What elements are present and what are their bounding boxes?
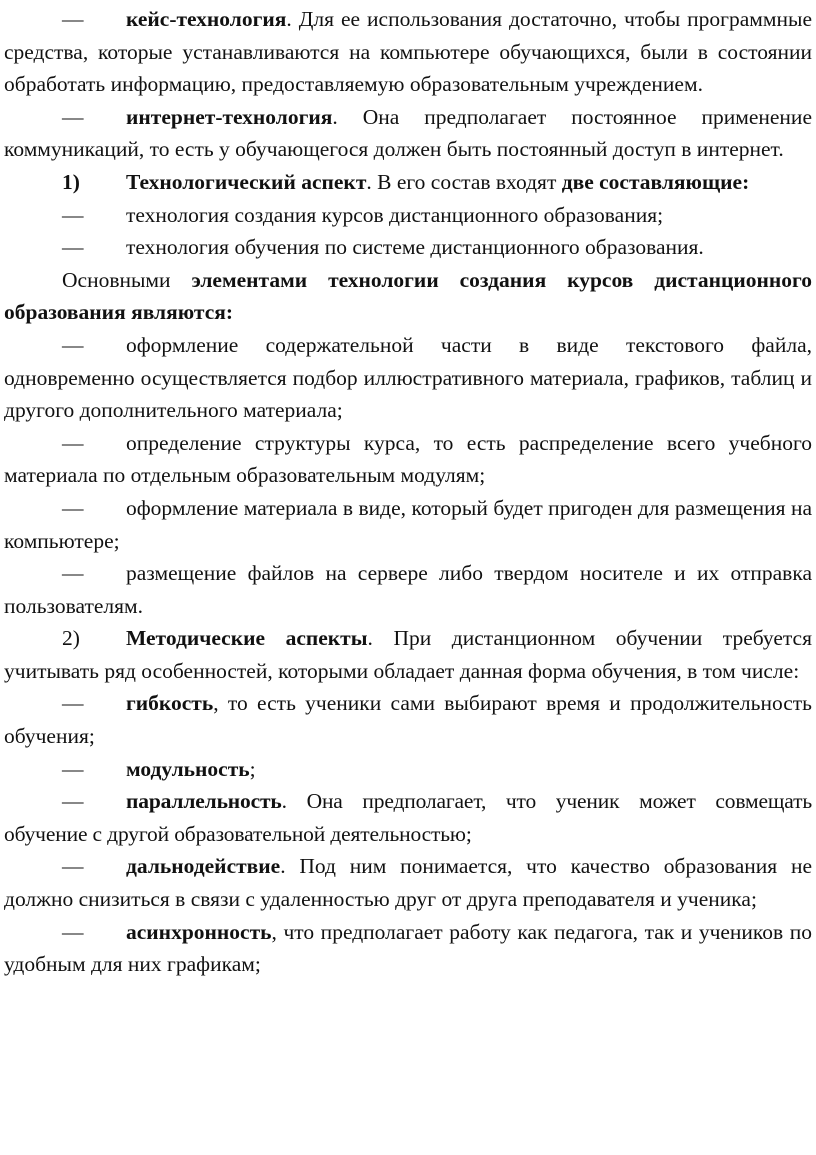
dash-marker: — (62, 235, 84, 260)
heading-technological-aspect: Технологический аспект (126, 169, 367, 194)
paragraph-text: , что предполагает работу как педагога, так и учеников по удобным для них графикам; (4, 919, 812, 977)
paragraph-text: оформление содержательной части в виде текстового файла, одновременно осуществляется подбор иллюстративного материала, графиков, таблиц и другого дополнительного материала; (4, 332, 812, 423)
dash-marker: — (62, 789, 84, 814)
paragraph-methodical-aspects (4, 622, 812, 687)
dash-marker: — (62, 430, 84, 455)
list-number: 2) (62, 626, 80, 651)
term-modularity: модульность (126, 756, 250, 781)
paragraph-technological-aspect (4, 166, 812, 199)
list-number: 1) (62, 169, 80, 194)
paragraph-text: . Под ним понимается, что качество образования не должно снизиться в связи с удаленностью друг от друга преподавателя и ученика; (4, 854, 812, 912)
paragraph-text: . Она предполагает постоянное применение коммуникаций, то есть у обучающегося должен быть постоянный доступ в интернет. (4, 104, 812, 162)
term-case-technology: кейс-технология (126, 7, 287, 31)
dash-marker: — (62, 691, 84, 716)
term-internet-technology: интернет-технология (126, 104, 333, 129)
paragraph-text: технология создания курсов дистанционного образования; (126, 202, 664, 227)
list-item-content-design (4, 329, 812, 427)
dash-marker: — (62, 7, 84, 31)
dash-marker: — (62, 495, 84, 520)
paragraph-text: . При дистанционном обучении требуется учитывать ряд особенностей, которыми обладает данная форма обучения, в том числе: (4, 626, 812, 683)
paragraph-text: . В его состав входят (366, 169, 562, 194)
dash-marker: — (62, 202, 84, 227)
list-item-parallelism (4, 785, 812, 850)
term-parallelism: параллельность (126, 789, 282, 814)
list-item-file-placement (4, 557, 812, 622)
term-long-range: дальнодействие (126, 854, 281, 879)
term-asynchrony: асинхронность (126, 919, 272, 944)
paragraph-internet-technology (4, 101, 812, 166)
paragraph-case-technology (4, 3, 812, 101)
paragraph-text: Основными (62, 267, 192, 292)
term-two-components: две составляющие: (561, 169, 750, 194)
paragraph-text: ; (249, 756, 256, 781)
list-item-material-design (4, 492, 812, 557)
dash-marker: — (62, 854, 84, 879)
list-item-flexibility (4, 687, 812, 752)
list-item-asynchrony (4, 916, 812, 981)
term-flexibility: гибкость (126, 691, 214, 716)
dash-marker: — (62, 919, 84, 944)
list-item-long-range (4, 850, 812, 915)
list-item-course-structure (4, 427, 812, 492)
dash-marker: — (62, 756, 84, 781)
paragraph-text: определение структуры курса, то есть распределение всего учебного материала по отдельным образовательным модулям; (4, 430, 812, 488)
list-item-learning-technology (4, 231, 812, 264)
paragraph-main-elements (4, 264, 812, 329)
paragraph-text: . Она предполагает, что ученик может совмещать обучение с другой образовательной деятельностью; (4, 789, 812, 846)
paragraph-text: . Для ее использования достаточно, чтобы программные средства, которые устанавливаются на компьютере обучающихся, были в состоянии обработать информацию, предоставляемую образовательным учреждением. (4, 7, 812, 97)
paragraph-text: размещение файлов на сервере либо твердом носителе и их отправка пользователям. (4, 561, 812, 618)
paragraph-text: , то есть ученики сами выбирают время и продолжительность обучения; (4, 691, 812, 749)
dash-marker: — (62, 104, 84, 129)
list-item-course-creation (4, 199, 812, 232)
dash-marker: — (62, 561, 84, 586)
paragraph-text: технология обучения по системе дистанционного образования. (126, 235, 704, 260)
paragraph-text: оформление материала в виде, который будет пригоден для размещения на компьютере; (4, 495, 812, 553)
dash-marker: — (62, 332, 84, 357)
heading-methodical-aspects: Методические аспекты (126, 626, 368, 651)
list-item-modularity (4, 753, 812, 786)
term-main-elements: элементами технологии создания курсов дистанционного образования являются: (4, 267, 812, 325)
